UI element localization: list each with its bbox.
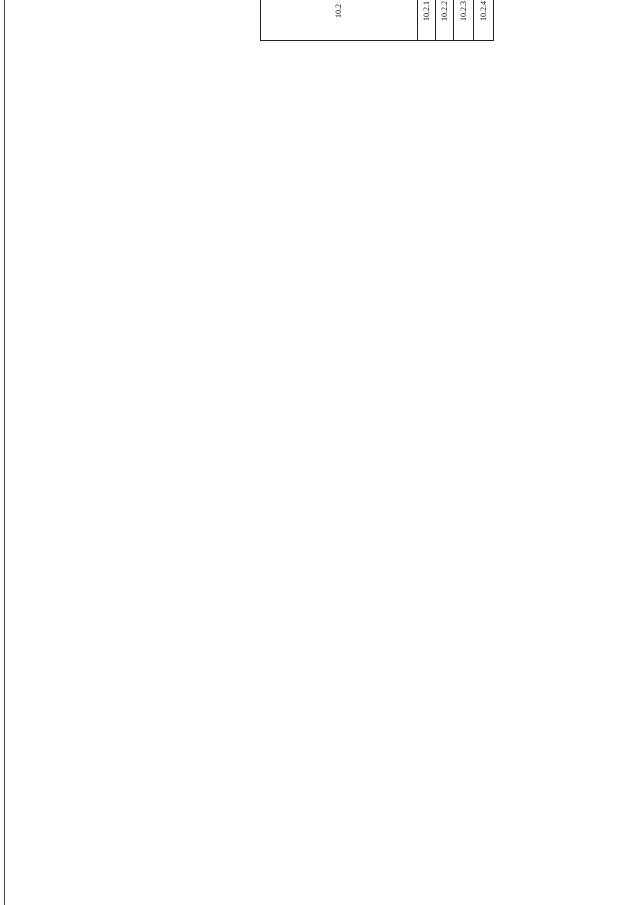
table-row-q1 bbox=[418, 0, 436, 41]
row-code-cell: 10.2.2 bbox=[436, 0, 454, 41]
row-code-cell: 10.2 bbox=[261, 0, 418, 41]
table-row-main bbox=[261, 0, 418, 41]
rotated-table-wrapper bbox=[260, 0, 493, 41]
table-row-q2 bbox=[436, 0, 454, 41]
table-row-q4 bbox=[474, 0, 494, 41]
financing-sources-table bbox=[260, 0, 494, 41]
page-margin-line bbox=[4, 0, 5, 905]
row-code-cell: 10.2.4 bbox=[474, 0, 494, 41]
table-row-q3 bbox=[454, 0, 474, 41]
row-code-cell: 10.2.1 bbox=[418, 0, 436, 41]
row-code-cell: 10.2.3 bbox=[454, 0, 474, 41]
